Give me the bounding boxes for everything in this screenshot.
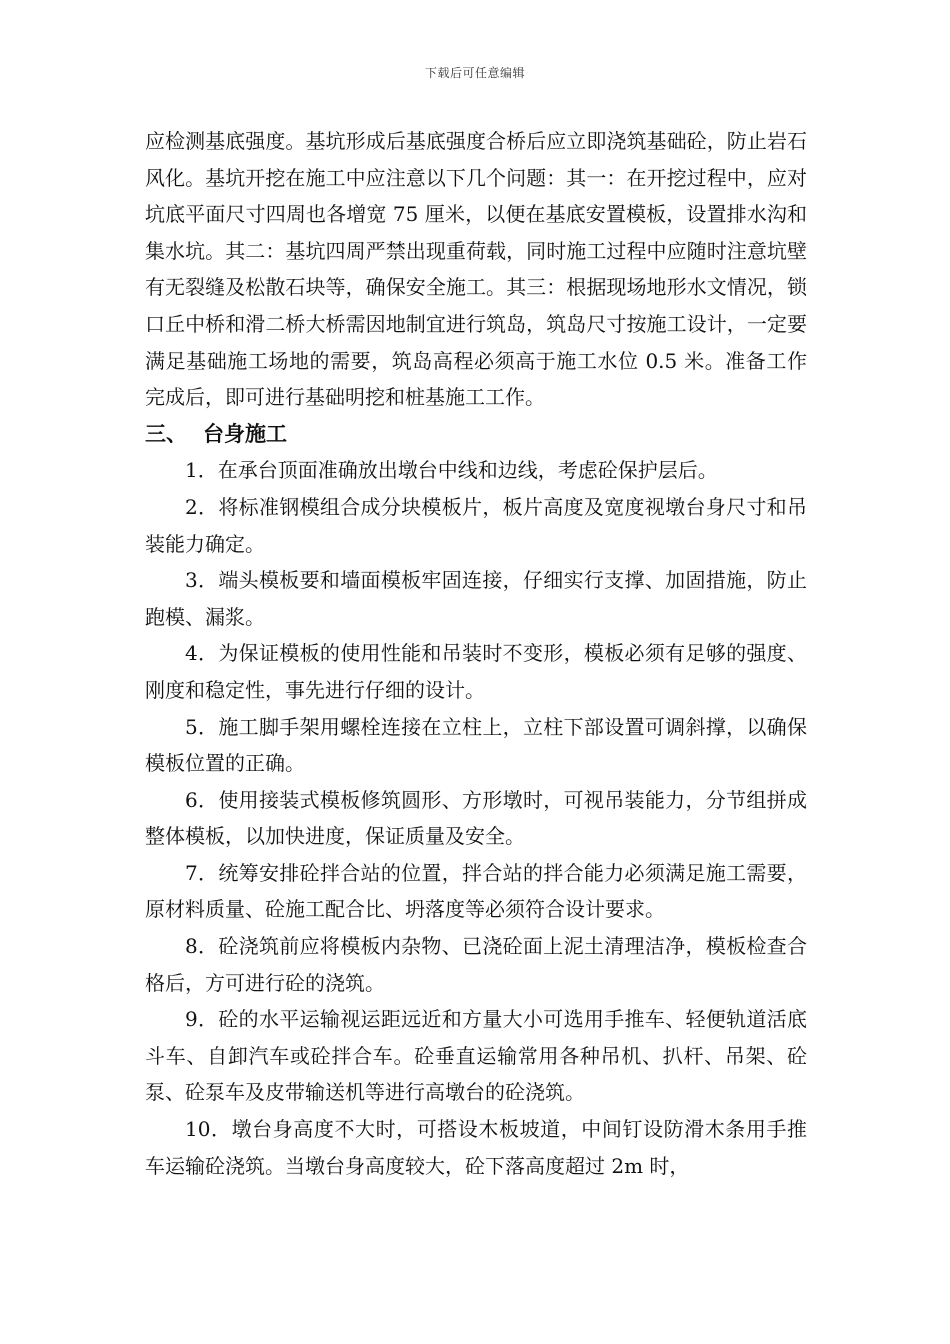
section-number: 三、 xyxy=(145,421,187,446)
document-body xyxy=(145,123,807,1184)
list-item-5: 5．施工脚手架用螺栓连接在立柱上，立柱下部设置可调斜撑，以确保模板位置的正确。 xyxy=(145,714,807,776)
list-item-10: 10．墩台身高度不大时，可搭设木板坡道，中间钉设防滑木条用手推车运输砼浇筑。当墩台身高度较大，砼下落高度超过 2m 时， xyxy=(145,1117,807,1178)
page-header: 下载后可任意编辑 xyxy=(424,66,525,80)
list-item-3: 3．端头模板要和墙面模板牢固连接，仔细实行支撑、加固措施，防止跑模、漏浆。 xyxy=(145,568,807,629)
list-item-1: 1．在承台顶面准确放出墩台中线和边线，考虑砼保护层后。 xyxy=(185,458,718,483)
list-item-9: 9．砼的水平运输视运距远近和方量大小可选用手推车、轻便轨道活底斗车、自卸汽车或砼拌合车。砼垂直运输常用各种吊机、扒杆、吊架、砼泵、砼泵车及皮带输送机等进行高墩台的砼浇筑。 xyxy=(145,1007,807,1105)
list-item-7: 7．统筹安排砼拌合站的位置，拌合站的拌合能力必须满足施工需要，原材料质量、砼施工配合比、坍落度等必须符合设计要求。 xyxy=(145,860,807,922)
intro-paragraph: 应检测基底强度。基坑形成后基底强度合桥后应立即浇筑基础砼，防止岩石风化。基坑开挖在施工中应注意以下几个问题：其一：在开挖过程中，应对坑底平面尺寸四周也各增宽 75 厘米，以便在基底安置模板，设置排水沟和集水坑。其二：基坑四周严禁出现重荷载，同时施工过程中应随时注意坑壁有无裂缝及松散石块等，确保安全施工。其三：根据现场地形水文情况，锁口丘中桥和滑二桥大桥需因地制宜进行筑岛，筑岛尺寸按施工设计，一定要满足基础施工场地的需要，筑岛高程必须高于施工水位 0.5 米。准备工作完成后，即可进行基础明挖和桩基施工工作。 xyxy=(145,129,807,410)
list-item-8: 8．砼浇筑前应将模板内杂物、已浇砼面上泥土清理洁净，模板检查合格后，方可进行砼的浇筑。 xyxy=(145,934,807,995)
section-title: 台身施工 xyxy=(203,421,287,446)
list-item-6: 6．使用接装式模板修筑圆形、方形墩时，可视吊装能力，分节组拼成整体模板，以加快进度，保证质量及安全。 xyxy=(145,787,807,849)
list-item-2: 2．将标准钢模组合成分块模板片，板片高度及宽度视墩台身尺寸和吊装能力确定。 xyxy=(145,494,807,556)
section-heading xyxy=(145,416,807,453)
list-item-4: 4．为保证模板的使用性能和吊装时不变形，模板必须有足够的强度、刚度和稳定性，事先进行仔细的设计。 xyxy=(145,641,807,702)
